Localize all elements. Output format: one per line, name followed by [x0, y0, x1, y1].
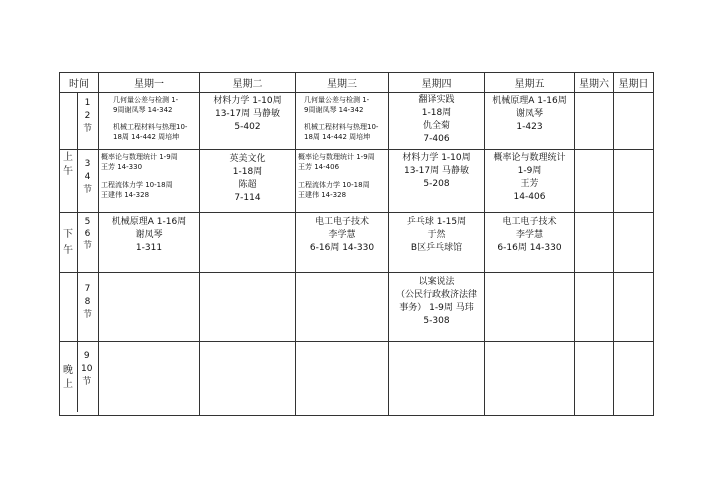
class-cell-tue-2: 英美文化 1-18周 陈超 7-114	[200, 150, 296, 213]
half-label-evening: 晚 上	[63, 365, 73, 390]
class-cell-sat-2	[575, 150, 614, 213]
class-cell-mon-4	[99, 273, 200, 342]
period-label-5-6: 5 6 节	[83, 217, 93, 251]
header-time: 时间	[60, 73, 99, 93]
class-cell-sat-4	[575, 273, 614, 342]
class-cell-fri-1: 机械原理A 1-16周 谢凤琴 1-423	[485, 93, 575, 150]
class-cell-wed-2: 概率论与数理统计 1-9周 王芳 14-406 工程流体力学 10-18周 王建伟 14-328	[296, 150, 389, 213]
class-cell-sat-5	[575, 342, 614, 416]
class-cell-sat-1	[575, 93, 614, 150]
period-label-1-2: 1 2 节	[83, 98, 93, 134]
class-cell-thu-5	[389, 342, 485, 416]
time-cell-3-4	[60, 150, 99, 213]
class-cell-fri-2: 概率论与数理统计 1-9周 王芳 14-406	[485, 150, 575, 213]
row-period-7-8	[60, 273, 654, 342]
time-cell-evening	[60, 342, 99, 416]
time-column-divider	[77, 93, 78, 412]
class-cell-wed-5	[296, 342, 389, 416]
class-cell-thu-1: 翻译实践 1-18周 仇全菊 7-406	[389, 93, 485, 150]
class-cell-sun-4	[614, 273, 654, 342]
class-cell-thu-4: 以案说法 （公民行政救济法律 事务） 1-9周 马玮 5-308	[389, 273, 485, 342]
half-label-afternoon: 下 午	[63, 229, 73, 256]
class-cell-thu-2: 材料力学 1-10周 13-17周 马静敏 5-208	[389, 150, 485, 213]
class-cell-fri-4	[485, 273, 575, 342]
header-row	[60, 73, 654, 93]
half-label-morning: 上 午	[63, 152, 73, 177]
header-monday: 星期一	[99, 73, 200, 93]
class-cell-tue-3	[200, 213, 296, 273]
class-cell-sun-3	[614, 213, 654, 273]
class-cell-fri-3: 电工电子技术 李学慧 6-16周 14-330	[485, 213, 575, 273]
header-friday: 星期五	[485, 73, 575, 93]
period-label-9-10: 9 10 节	[81, 351, 93, 387]
header-sunday: 星期日	[614, 73, 654, 93]
class-cell-sun-1	[614, 93, 654, 150]
row-period-3-4	[60, 150, 654, 213]
class-cell-mon-5	[99, 342, 200, 416]
class-cell-sun-5	[614, 342, 654, 416]
header-saturday: 星期六	[575, 73, 614, 93]
class-cell-mon-3: 机械原理A 1-16周 谢凤琴 1-311	[99, 213, 200, 273]
header-wednesday: 星期三	[296, 73, 389, 93]
class-cell-tue-5	[200, 342, 296, 416]
class-cell-wed-4	[296, 273, 389, 342]
header-tuesday: 星期二	[200, 73, 296, 93]
class-cell-fri-5	[485, 342, 575, 416]
time-cell-7-8	[60, 273, 99, 342]
period-label-7-8: 7 8 节	[83, 284, 93, 320]
class-cell-sat-3	[575, 213, 614, 273]
class-cell-wed-1: 几何量公差与检测 1- 9周谢凤琴 14-342 机械工程材料与热理10- 18周 14-442 周培坤	[296, 93, 389, 150]
time-cell-afternoon	[60, 213, 99, 273]
class-cell-wed-3: 电工电子技术 李学慧 6-16周 14-330	[296, 213, 389, 273]
class-cell-tue-1: 材料力学 1-10周 13-17周 马静敏 5-402	[200, 93, 296, 150]
class-cell-thu-3: 乒乓球 1-15周 于然 B区乒乓球馆	[389, 213, 485, 273]
row-period-9-10	[60, 342, 654, 416]
class-cell-mon-2: 概率论与数理统计 1-9周 王芳 14-330 工程流体力学 10-18周 王建伟 14-328	[99, 150, 200, 213]
class-cell-mon-1: 几何量公差与检测 1- 9周谢凤琴 14-342 机械工程材料与热理10- 18周 14-442 周培坤	[99, 93, 200, 150]
class-cell-sun-2	[614, 150, 654, 213]
header-thursday: 星期四	[389, 73, 485, 93]
row-period-5-6	[60, 213, 654, 273]
timetable	[59, 72, 654, 416]
class-cell-tue-4	[200, 273, 296, 342]
row-period-1-2	[60, 93, 654, 150]
period-label-3-4: 3 4 节	[83, 159, 93, 195]
